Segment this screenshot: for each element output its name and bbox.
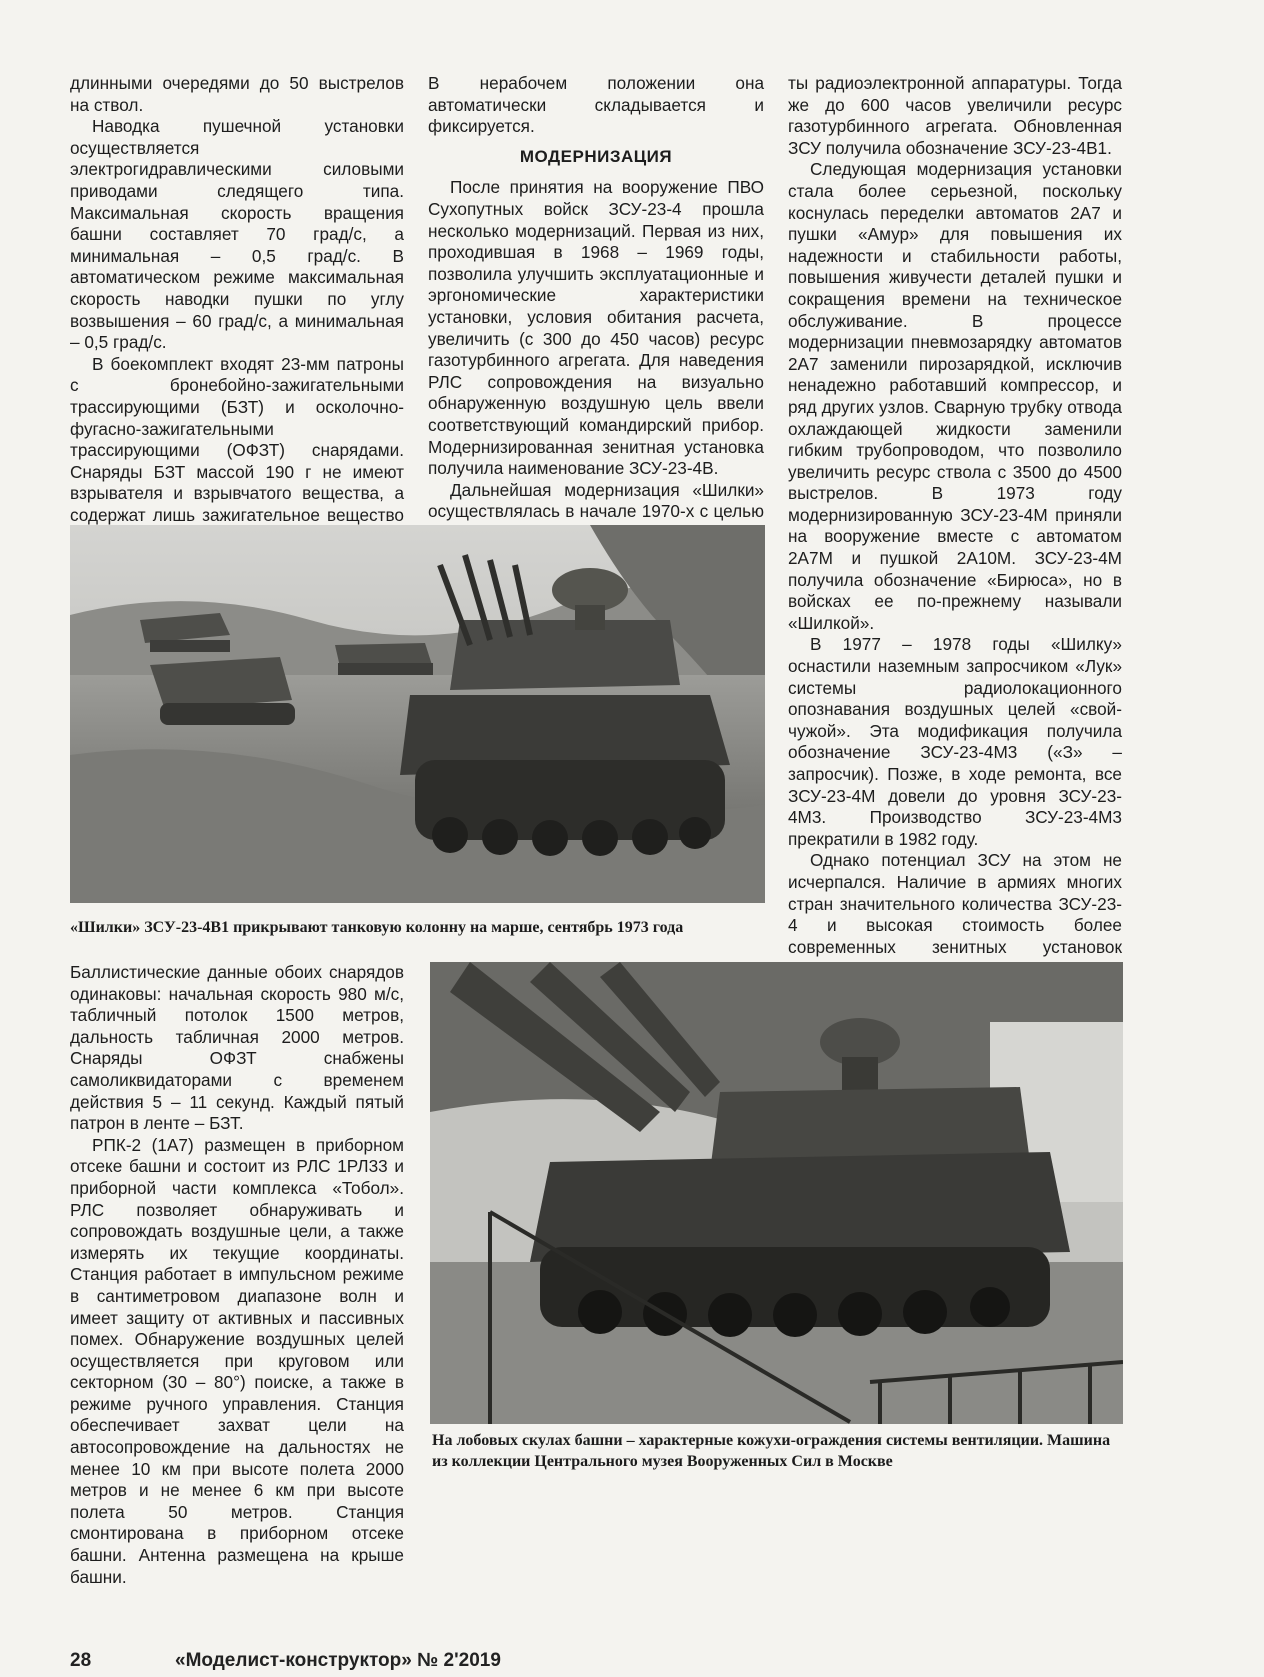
paragraph: После принятия на вооружение ПВО Сухопутных войск ЗСУ-23-4 прошла несколько модернизаций. Первая из них, проходившая в 1968 – 1969 годы, позволила улучшить эксплуатационные и эргономические характеристики установки, условия обитания расчета, увеличить (с 300 до 450 часов) ресурс газотурбинного агрегата. Для наведения РЛС сопровождения на визуально обнаруженную воздушную цель ввели соответствующий командирский прибор. Модернизированная зенитная установка получила наименование ЗСУ-23-4В. — [428, 177, 764, 479]
paragraph: В 1977 – 1978 годы «Шилку» оснастили наземным запросчиком «Лук» системы радиолокационного опознавания воздушных целей «свой-чужой». Эта модификация получила обозначение ЗСУ-23-4М3 («З» – запросчик). Позже, в ходе ремонта, все ЗСУ-23-4М довели до уровня ЗСУ-23-4М3. Производство ЗСУ-23-4М3 прекратили в 1982 году. — [788, 634, 1122, 849]
magazine-title: «Моделист-конструктор» № 2'2019 — [175, 1650, 501, 1671]
figure-1-caption: «Шилки» ЗСУ-23-4В1 прикрывают танковую колонну на марше, сентябрь 1973 года — [70, 919, 684, 936]
photo-shilka-column-image — [70, 525, 765, 903]
column-3 — [788, 73, 1122, 1110]
column-2-top — [428, 73, 764, 566]
page-number: 28 — [70, 1650, 92, 1671]
paragraph: Однако потенциал ЗСУ на этом не исчерпался. Наличие в армиях многих стран значительного количества ЗСУ-23-4 и высокая стоимость более современных зенитных установок — [788, 850, 1122, 957]
paragraph: В боекомплект входят 23-мм патроны с бронебойно-зажигательными трассирующими (БЗТ) и осколочно-фугасно-зажигательными трассирующими (ОФЗТ) снарядами. Снаряды БЗТ массой 190 г не имеют взрывателя и взрывчатого вещества, а содержат лишь зажигательное вещество — [70, 353, 404, 525]
paragraph: РПК-2 (1А7) размещен в приборном отсеке башни и состоит из РЛС 1РЛ33 и приборной части комплекса «Тобол». РЛС позволяет обнаруживать и сопровождать воздушные цели, а также измерять их текущие координаты. Станция работает в импульсном режиме в сантиметровом диапазоне волн и имеет защиту от активных и пассивных помех. Обнаружение воздушных целей осуществляется при круговом или секторном (30 – 80°) поиске, а также в режиме ручного управления. Станция обеспечивает захват цели на автосопровождение на дальностях не менее 10 км при высоте полета 2000 метров и не менее 6 км при высоте полета 50 метров. Станция смонтирована в приборном отсеке башни. Антенна размещена на крыше башни. — [70, 1134, 404, 1587]
section-heading: МОДЕРНИЗАЦИЯ — [519, 146, 673, 166]
photo-museum-shilka-image — [430, 962, 1123, 1424]
column-1-bottom — [70, 962, 404, 1588]
paragraph: Дальнейшая модернизация «Шилки» осуществлялась в начале 1970-х с целью — [428, 479, 764, 522]
paragraph: В нерабочем положении она автоматически складывается и фиксируется. — [428, 73, 764, 137]
paragraph: Баллистические данные обоих снарядов одинаковы: начальная скорость 980 м/с, табличный потолок 1500 метров, дальность табличная 2000 метров. Снаряды ОФЗТ снабжены самоликвидаторами с временем действия 5 – 11 секунд. Каждый пятый патрон в ленте – БЗТ. — [70, 962, 404, 1134]
photo-museum-shilka — [430, 962, 1123, 1424]
paragraph: длинными очередями до 50 выстрелов на ствол. — [70, 73, 404, 115]
figure-2-caption: На лобовых скулах башни – характерные кожухи-ограждения системы вентиляции. Машина из коллекции Центрального музея Вооруженных Сил в Москве — [432, 1432, 1111, 1470]
paragraph: Наводка пушечной установки осуществляется электрогидравлическими силовыми приводами следящего типа. Максимальная скорость вращения башни составляет 70 град/с, а минимальная – 0,5 град/с. В автоматическом режиме максимальная скорость наводки пушки по углу возвышения – 60 град/с, а минимальная – 0,5 град/с. — [70, 116, 404, 353]
photo-shilka-column — [70, 525, 765, 903]
paragraph: ты радиоэлектронной аппаратуры. Тогда же до 600 часов увеличили ресурс газотурбинного агрегата. Обновленная ЗСУ получила обозначение ЗСУ-23-4В1. — [788, 73, 1122, 158]
paragraph: Следующая модернизация установки стала более серьезной, поскольку коснулась переделки автоматов 2А7 и пушки «Амур» для повышения их надежности и стабильности работы, повышения живучести деталей пушки и сокращения времени на техническое обслуживание. В процессе модернизации пневмозарядку автоматов 2А7 заменили пирозарядкой, исключив ненадежно работавший компрессор, и ряд других узлов. Сварную трубку отвода охлаждающей жидкости заменили гибким трубопроводом, что позволило увеличить ресурс ствола с 3500 до 4500 выстрелов. В 1973 году модернизированную ЗСУ-23-4М приняли на вооружение вместе с автоматом 2А7М и пушкой 2А10М. ЗСУ-23-4М получила обозначение «Бирюса», но в войсках ее по-прежнему называли «Шилкой». — [788, 159, 1122, 633]
